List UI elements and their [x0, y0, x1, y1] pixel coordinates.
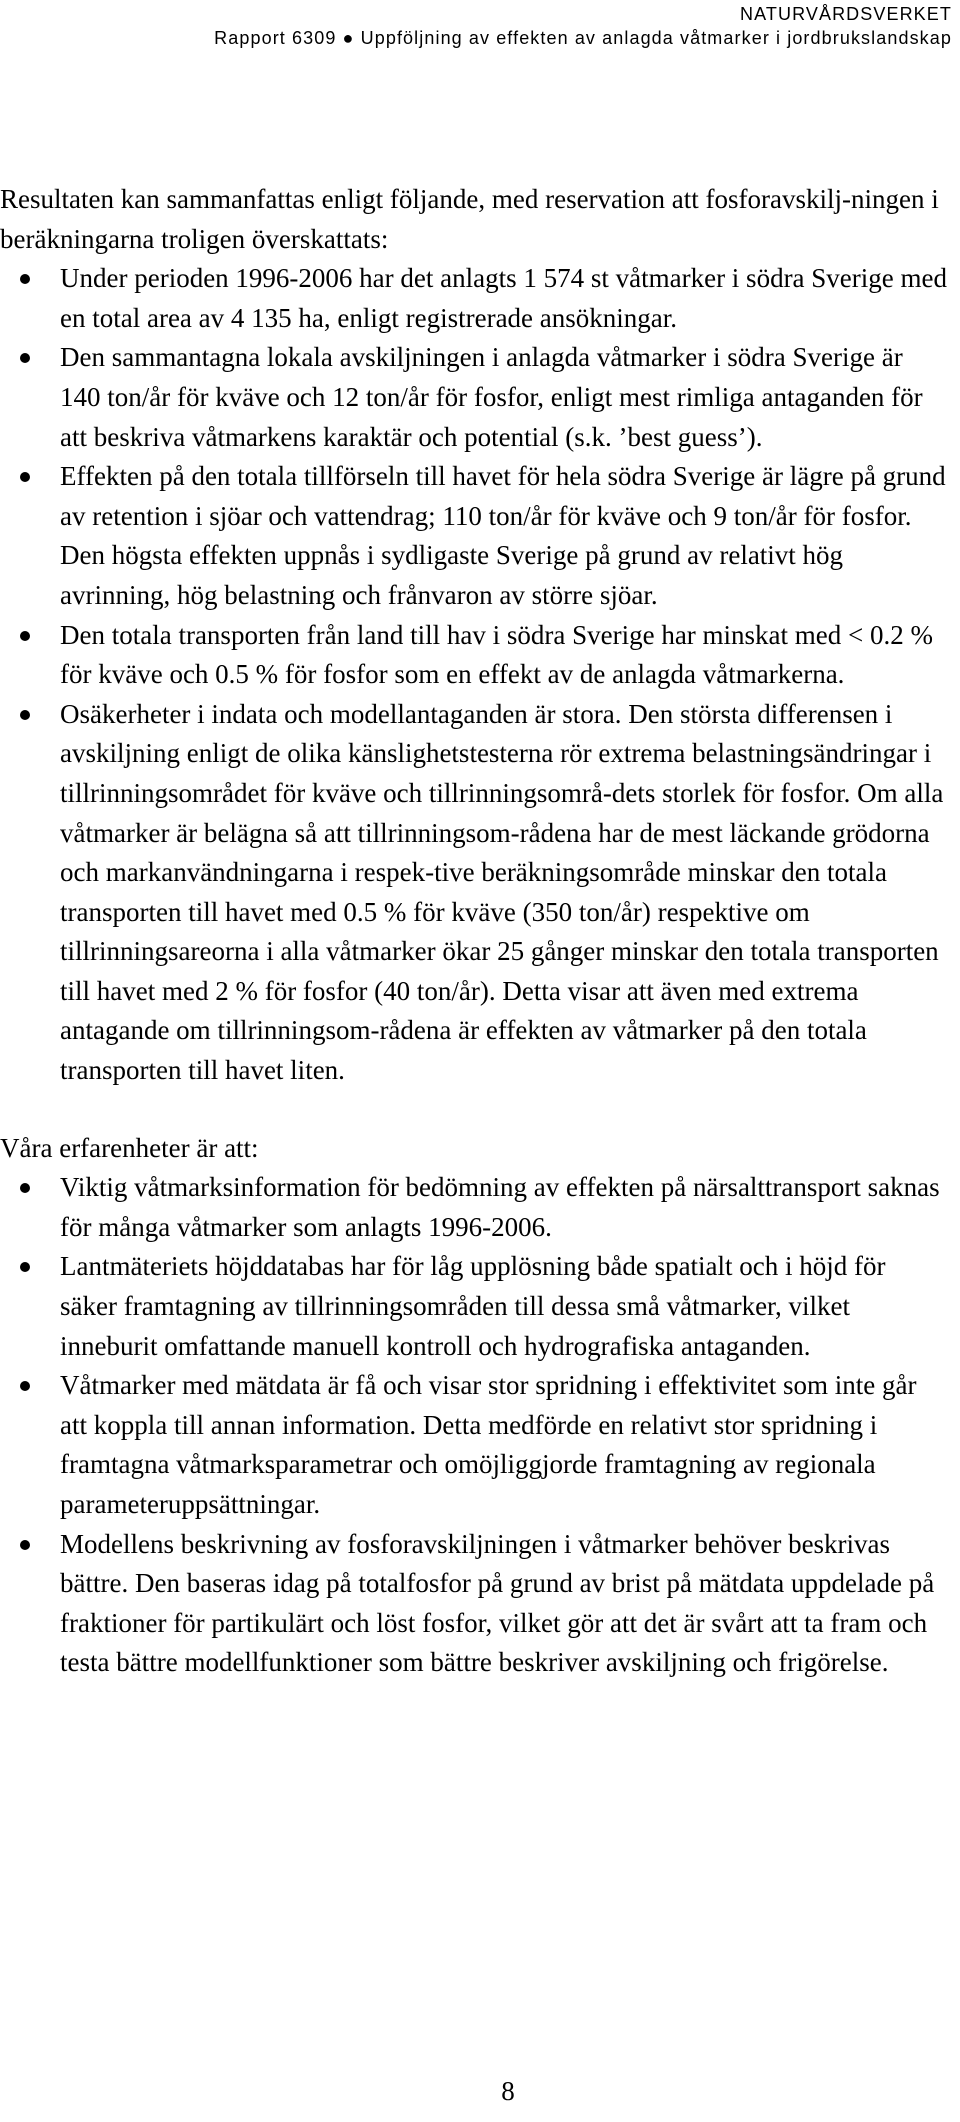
bullet-icon [20, 472, 30, 482]
list-item-text: Viktig våtmarksinformation för bedömning av effekten på närsalttransport saknas för många våtmarker som anlagts 1996-2006. [60, 1172, 940, 1242]
list-item-text: Osäkerheter i indata och modellantaganden är stora. Den största differensen i avskiljning enligt de olika känslighetstesterna rör extrema belastningsändringar i tillrinningsområdet för kväve och tillrinningsområ-dets storlek för fosfor. Om alla våtmarker är belägna så att tillrinningsom-rådena har de mest läckande grödorna och markanvändningarna i respek-tive beräkningsområde minskar den totala transporten till havet med 0.5 % för kväve (350 ton/år) respektive om tillrinningsareorna i alla våtmarker ökar 25 gånger minskar den totala transporten till havet med 2 % för fosfor (40 ton/år). Detta visar att även med extrema antagande om tillrinningsom-rådena är effekten av våtmarker på den totala transporten till havet liten. [60, 698, 944, 1086]
list-item-text: Modellens beskrivning av fosforavskiljningen i våtmarker behöver beskrivas bättre. Den baseras idag på totalfosfor på grund av brist på mätdata uppdelade på fraktioner för partikulärt och löst fosfor, vilket gör att det är svårt att ta fram och testa bättre modellfunktioner som bättre beskriver avskiljning och frigörelse. [60, 1528, 935, 1678]
bullet-icon [20, 274, 30, 284]
bullet-icon [20, 1540, 30, 1550]
list-item-text: Den sammantagna lokala avskiljningen i anlagda våtmarker i södra Sverige är 140 ton/år för kväve och 12 ton/år för fosfor, enligt mest rimliga antaganden för att beskriva våtmarkens karaktär och potential (s.k. ’best guess’). [60, 342, 923, 452]
header-organization: NATURVÅRDSVERKET [740, 4, 952, 24]
list-item-text: Lantmäteriets höjddatabas har för låg upplösning både spatialt och i höjd för säker framtagning av tillrinningsområden till dessa små våtmarker, vilket inneburit omfattande manuell kontroll och hydrografiska antaganden. [60, 1251, 886, 1361]
page-body [0, 180, 948, 1683]
list-item [0, 1247, 948, 1366]
list-item [0, 1525, 948, 1683]
list-item-text: Effekten på den totala tillförseln till havet för hela södra Sverige är lägre på grund av retention i sjöar och vattendrag; 110 ton/år för kväve och 9 ton/år för fosfor. Den högsta effekten uppnås i sydligaste Sverige på grund av relativt hög avrinning, hög belastning och frånvaron av större sjöar. [60, 461, 946, 610]
list-item [0, 1366, 948, 1524]
list-item [0, 338, 948, 457]
results-intro: Resultaten kan sammanfattas enligt följande, med reservation att fosforavskilj-ningen i beräkningarna troligen överskattats: [0, 184, 939, 254]
list-item-text: Den totala transporten från land till hav i södra Sverige har minskat med < 0.2 % för kväve och 0.5 % för fosfor som en effekt av de anlagda våtmarkerna. [60, 619, 933, 690]
results-list [0, 259, 948, 1090]
experiences-intro: Våra erfarenheter är att: [0, 1132, 259, 1163]
list-item [0, 616, 948, 695]
page-number: 8 [501, 2076, 515, 2106]
bullet-icon [20, 353, 30, 363]
experiences-list [0, 1168, 948, 1683]
list-item [0, 457, 948, 615]
section-spacer [0, 1091, 948, 1129]
header-report-title: Rapport 6309 ● Uppföljning av effekten av anlagda våtmarker i jordbrukslandskap [214, 28, 952, 48]
bullet-icon [20, 710, 30, 720]
running-header [214, 2, 952, 50]
bullet-icon [20, 1381, 30, 1391]
list-item-text: Våtmarker med mätdata är få och visar stor spridning i effektivitet som inte går att koppla till annan information. Detta medförde en relativt stor spridning i framtagna våtmarksparametrar och omöjliggjorde framtagning av regionala parameteruppsättningar. [60, 1370, 917, 1519]
bullet-icon [20, 1183, 30, 1193]
bullet-icon [20, 1262, 30, 1272]
list-item-text: Under perioden 1996-2006 har det anlagts 1 574 st våtmarker i södra Sverige med en total area av 4 135 ha, enligt registrerade ansökningar. [60, 263, 948, 333]
list-item [0, 1168, 948, 1247]
list-item [0, 695, 948, 1091]
bullet-icon [20, 631, 30, 641]
list-item [0, 259, 948, 338]
